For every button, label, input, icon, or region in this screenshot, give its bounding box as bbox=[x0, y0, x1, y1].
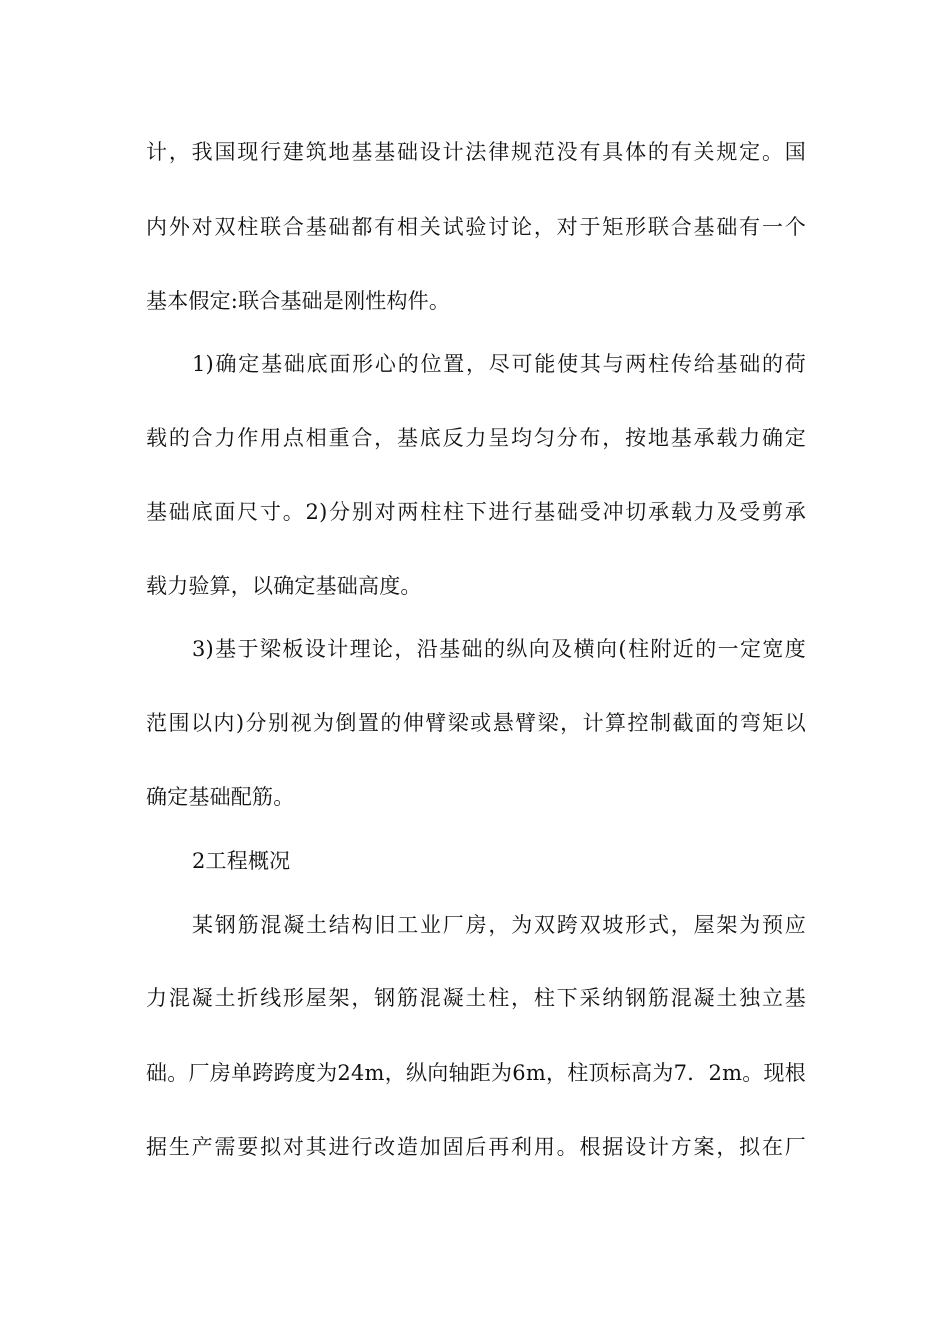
text-line: 基本假定:联合基础是刚性构件。 bbox=[146, 289, 451, 313]
text-line: 载的合力作用点相重合，基底反力呈均匀分布，按地基承载力确定 bbox=[146, 426, 806, 450]
text-line: 计，我国现行建筑地基基础设计法律规范没有具体的有关规定。国 bbox=[146, 140, 806, 164]
section-heading: 2工程概况 bbox=[192, 849, 291, 873]
text-line: 载力验算，以确定基础高度。 bbox=[146, 574, 422, 598]
text-line: 基础底面尺寸。2)分别对两柱柱下进行基础受冲切承载力及受剪承 bbox=[146, 500, 806, 524]
text-line: 确定基础配筋。 bbox=[146, 785, 295, 809]
text-line: 3)基于梁板设计理论，沿基础的纵向及横向(柱附近的一定宽度 bbox=[192, 637, 806, 661]
text-line: 力混凝土折线形屋架，钢筋混凝土柱，柱下采纳钢筋混凝土独立基 bbox=[146, 986, 806, 1010]
text-line: 1)确定基础底面形心的位置，尽可能使其与两柱传给基础的荷 bbox=[192, 352, 806, 376]
text-line: 础。厂房单跨跨度为24m，纵向轴距为6m，柱顶标高为7．2m。现根 bbox=[146, 1061, 806, 1085]
text-line: 范围以内)分别视为倒置的伸臂梁或悬臂梁，计算控制截面的弯矩以 bbox=[146, 711, 806, 735]
text-line: 某钢筋混凝土结构旧工业厂房，为双跨双坡形式，屋架为预应 bbox=[192, 913, 806, 937]
text-line: 内外对双柱联合基础都有相关试验讨论，对于矩形联合基础有一个 bbox=[146, 215, 806, 239]
text-line: 据生产需要拟对其进行改造加固后再利用。根据设计方案，拟在厂 bbox=[146, 1135, 806, 1159]
